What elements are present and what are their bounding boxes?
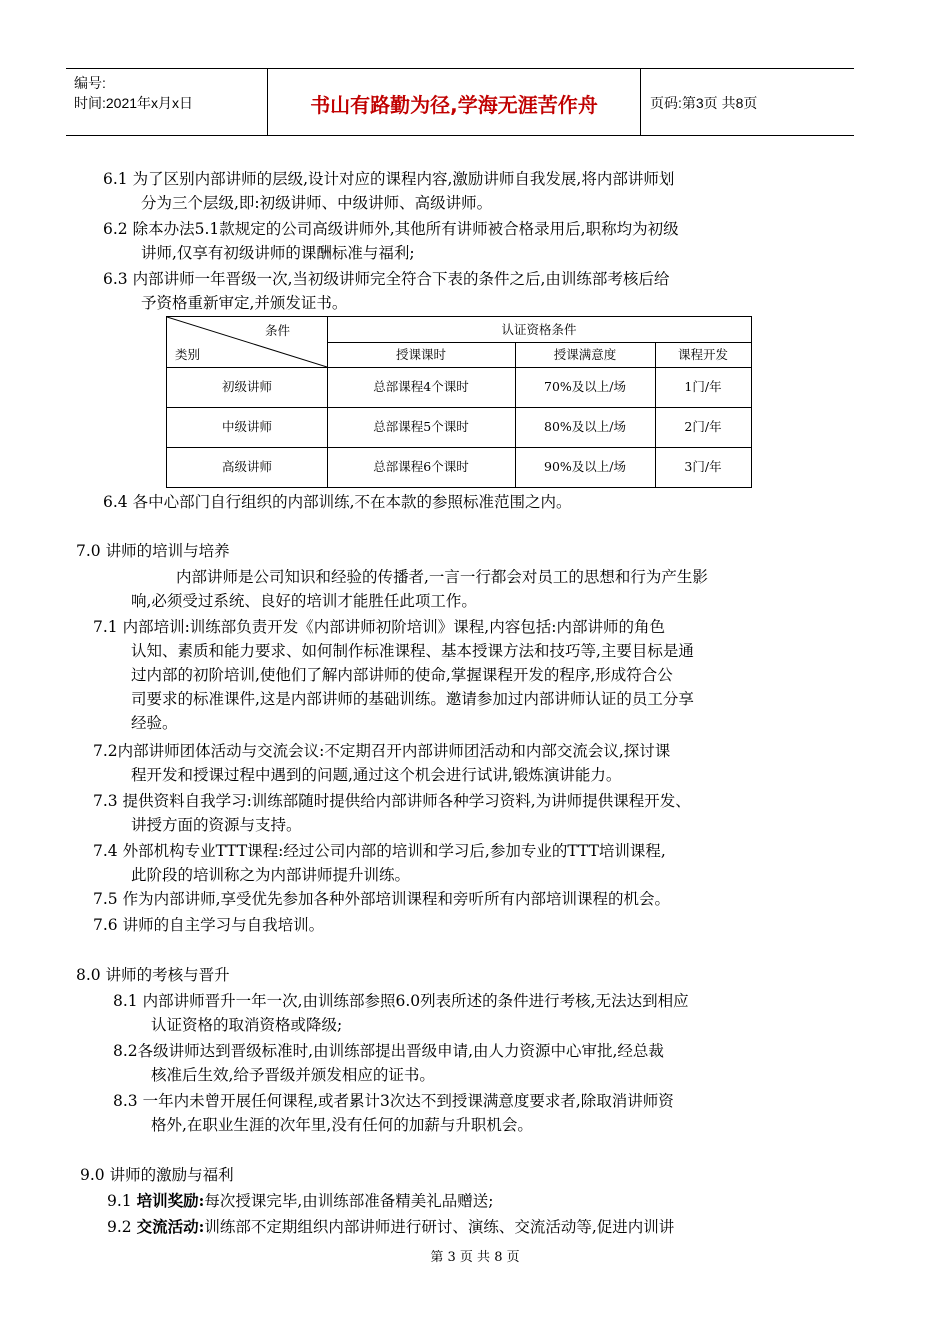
paragraph-9-2-number: 9.2 [107,1218,137,1236]
paragraph-7-4-cont: 此阶段的培训称之为内部讲师提升训练。 [131,866,411,884]
table-cell-hours: 总部课程6个课时 [373,459,469,474]
paragraph-7-1-cont: 经验。 [131,714,178,732]
paragraph-8-3: 8.3 一年内未曾开展任何课程,或者累计3次达不到授课满意度要求者,除取消讲师资 [113,1092,674,1110]
paragraph-9-1-text: 每次授课完毕,由训练部准备精美礼品赠送; [204,1192,494,1210]
paragraph-9-2 [107,1216,674,1238]
page-footer: 第 3 页 共 8 页 [430,1250,520,1265]
section-7-intro-cont: 响,必须受过系统、良好的培训才能胜任此项工作。 [131,592,477,610]
table-cell-dev: 3门/年 [684,459,722,474]
paragraph-7-2: 7.2内部讲师团体活动与交流会议:不定期召开内部讲师团活动和内部交流会议,探讨课 [93,742,671,760]
paragraph-8-2-cont: 核准后生效,给予晋级并颁发相应的证书。 [151,1066,435,1084]
table-cell-satisfaction: 70%及以上/场 [544,379,626,394]
table-cell-level: 高级讲师 [221,459,272,474]
paragraph-7-4: 7.4 外部机构专业TTT课程:经过公司内部的培训和学习后,参加专业的TTT培训课程, [93,842,666,860]
table-cell-hours: 总部课程4个课时 [373,379,469,394]
paragraph-7-6: 7.6 讲师的自主学习与自我培训。 [93,916,325,934]
table-corner-category: 类别 [175,347,201,362]
paragraph-8-1-cont: 认证资格的取消资格或降级; [151,1016,343,1034]
paragraph-9-1-title: 培训奖励: [136,1191,205,1210]
table-cell-level: 初级讲师 [221,379,272,394]
paragraph-6-4: 6.4 各中心部门自行组织的内部训练,不在本款的参照标准范围之内。 [103,493,572,511]
header-divider [640,69,641,135]
section-7-heading: 7.0 讲师的培训与培养 [76,542,230,560]
paragraph-6-2-cont: 讲师,仅享有初级讲师的课酬标准与福利; [141,244,415,262]
paragraph-6-3-cont: 予资格重新审定,并颁发证书。 [141,294,348,312]
table-col-header: 授课课时 [395,347,446,362]
paragraph-7-2-cont: 程开发和授课过程中遇到的问题,通过这个机会进行试讲,锻炼演讲能力。 [131,766,622,784]
section-9-heading: 9.0 讲师的激励与福利 [80,1166,234,1184]
header-page-number: 页码:第3页 共8页 [650,95,758,111]
table-group-header: 认证资格条件 [501,322,577,337]
paragraph-6-2: 6.2 除本办法5.1款规定的公司高级讲师外,其他所有讲师被合格录用后,职称均为初级 [103,220,679,238]
paragraph-7-1: 7.1 内部培训:训练部负责开发《内部讲师初阶培训》课程,内容包括:内部讲师的角色 [93,618,665,636]
paragraph-9-2-title: 交流活动: [136,1217,205,1236]
table-col-header: 授课满意度 [553,347,617,362]
table-col-header: 课程开发 [677,347,728,362]
page-header [66,68,854,136]
section-7-intro: 内部讲师是公司知识和经验的传播者,一言一行都会对员工的思想和行为产生影 [176,568,708,586]
paragraph-6-3: 6.3 内部讲师一年晋级一次,当初级讲师完全符合下表的条件之后,由训练部考核后给 [103,270,670,288]
paragraph-7-3: 7.3 提供资料自我学习:训练部随时提供给内部讲师各种学习资料,为讲师提供课程开发、 [93,792,691,810]
paragraph-6-1: 6.1 为了区别内部讲师的层级,设计对应的课程内容,激励讲师自我发展,将内部讲师划 [103,170,675,188]
paragraph-8-2: 8.2各级讲师达到晋级标准时,由训练部提出晋级申请,由人力资源中心审批,经总裁 [113,1042,664,1060]
paragraph-8-3-cont: 格外,在职业生涯的次年里,没有任何的加薪与升职机会。 [151,1116,533,1134]
section-8-heading: 8.0 讲师的考核与晋升 [76,966,230,984]
paragraph-7-3-cont: 讲授方面的资源与支持。 [131,816,302,834]
paragraph-9-2-text: 训练部不定期组织内部讲师进行研讨、演练、交流活动等,促进内训讲 [204,1218,675,1236]
table-cell-satisfaction: 90%及以上/场 [544,459,626,474]
table-cell-hours: 总部课程5个课时 [373,419,469,434]
table-cell-level: 中级讲师 [221,419,272,434]
header-time: 时间:2021年x月x日 [74,95,194,111]
header-motto: 书山有路勤为径,学海无涯苦作舟 [310,93,598,117]
table-cell-dev: 2门/年 [684,419,722,434]
table-corner-condition: 条件 [265,323,291,338]
paragraph-8-1: 8.1 内部讲师晋升一年一次,由训练部参照6.0列表所述的条件进行考核,无法达到相应 [113,992,689,1010]
table-cell-dev: 1门/年 [684,379,722,394]
header-meta [74,73,264,113]
paragraph-7-1-cont: 过内部的初阶培训,使他们了解内部讲师的使命,掌握课程开发的程序,形成符合公 [131,666,673,684]
table-cell-satisfaction: 80%及以上/场 [544,419,626,434]
paragraph-7-1-cont: 司要求的标准课件,这是内部讲师的基础训练。邀请参加过内部讲师认证的员工分享 [131,690,694,708]
paragraph-7-1-cont: 认知、素质和能力要求、如何制作标准课程、基本授课方法和技巧等,主要目标是通 [131,642,694,660]
header-number: 编号: [74,75,106,91]
paragraph-7-5: 7.5 作为内部讲师,享受优先参加各种外部培训课程和旁听所有内部培训课程的机会。 [93,890,671,908]
paragraph-6-1-cont: 分为三个层级,即:初级讲师、中级讲师、高级讲师。 [141,194,493,212]
qualification-table [166,316,752,488]
paragraph-9-1 [107,1190,493,1212]
paragraph-9-1-number: 9.1 [107,1192,137,1210]
